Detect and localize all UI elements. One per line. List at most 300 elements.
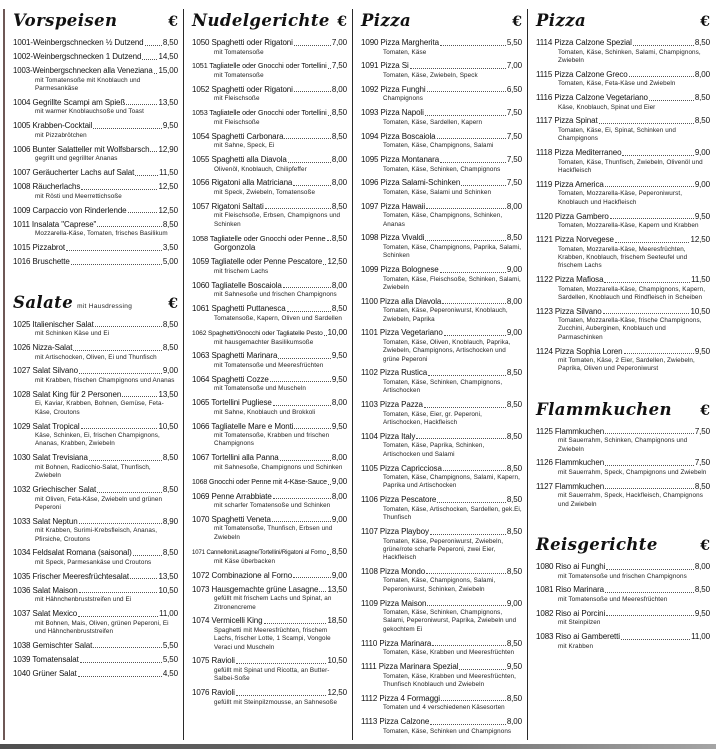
dot-leader — [273, 498, 331, 499]
section-title: Pizza — [536, 11, 587, 30]
item-price: 5,50 — [162, 640, 178, 650]
dot-leader — [280, 460, 331, 461]
item-row — [13, 121, 178, 131]
item-price: 8,50 — [331, 304, 347, 314]
item-price: 9,50 — [331, 351, 347, 361]
menu-item — [13, 52, 178, 62]
item-label: 1016 Bruschette — [13, 257, 70, 267]
menu-item — [361, 432, 522, 459]
dot-leader — [293, 185, 331, 186]
item-price: 8,00 — [331, 84, 347, 94]
menu-item — [192, 422, 347, 449]
dot-leader — [294, 91, 331, 92]
item-row — [13, 641, 178, 651]
item-description: Tomaten, Käse, Champignons, Salami, Peperoniwurst, Schinken, Zwiebeln — [383, 577, 496, 593]
item-label: 1005 Krabben-Cocktail — [13, 121, 93, 131]
dot-leader — [425, 115, 506, 116]
item-description: Tomaten, Käse, Champignons, Paprika, Salami, Schinken — [383, 244, 522, 260]
item-price: 13,50 — [158, 97, 178, 107]
menu-item — [192, 492, 347, 511]
item-label: 1114 Pizza Calzone Spezial — [536, 38, 632, 47]
item-price: 12,50 — [158, 182, 178, 192]
item-description: gefüllt mit frischem Lachs und Spinat, an Zitronencreme — [214, 595, 332, 611]
item-label: 1061 Spaghetti Puttanesca — [192, 304, 286, 314]
item-label: 1102 Pizza Rustica — [361, 368, 428, 378]
item-label: 1121 Pizza Norvegese — [536, 234, 614, 244]
menu-item — [192, 515, 347, 542]
item-description: Tomaten, Käse, Schinken, Champignons, Salami, Peperoniwurst, Paprika, Zwiebeln und gekochtem Ei — [383, 609, 517, 633]
menu-item — [536, 212, 710, 231]
item-label: 1039 Tomatensalat — [13, 654, 79, 664]
item-row — [192, 132, 347, 142]
menu-item — [536, 70, 710, 89]
item-label: 1066 Tagliatelle Mare e Monti — [192, 421, 294, 431]
menu-item — [192, 688, 347, 707]
dot-leader — [80, 662, 162, 663]
item-label: 1011 Insalata "Caprese" — [13, 219, 97, 229]
item-label: 1004 Gegrillte Scampi am Spieß — [13, 97, 126, 107]
item-label: 1025 Italienischer Salat — [13, 319, 94, 329]
menu-item — [361, 662, 522, 689]
item-price: 8,50 — [694, 116, 710, 126]
item-label: 1093 Pizza Napoli — [361, 108, 424, 118]
menu-item — [536, 609, 710, 628]
currency-symbol: € — [700, 538, 710, 555]
item-label: 1100 Pizza alla Diavola — [361, 296, 442, 306]
item-description: mit Tomatensoße mit Knoblauch und Parmesankäse — [35, 76, 141, 93]
menu-item — [361, 464, 522, 491]
dot-leader — [633, 45, 694, 46]
item-price: 9,50 — [331, 374, 347, 384]
dot-leader — [622, 155, 693, 156]
menu-item — [361, 265, 522, 292]
dot-leader — [430, 724, 506, 725]
item-label: 1027 Salat Silvano — [13, 366, 78, 376]
item-price: 8,90 — [162, 516, 178, 526]
menu-item — [192, 202, 347, 229]
item-row — [361, 297, 522, 307]
item-label: 1052 Spaghetti oder Rigatoni — [192, 84, 293, 94]
dot-leader — [150, 151, 157, 152]
dot-leader — [327, 240, 331, 241]
dot-leader — [135, 175, 158, 176]
item-label: 1118 Pizza Mediterraneo — [536, 148, 622, 158]
menu-item — [13, 572, 178, 582]
item-row — [13, 320, 178, 330]
menu-item — [361, 61, 522, 80]
item-row — [536, 458, 710, 468]
item-description: Tomaten, Käse, Schinken und Champignons — [383, 727, 512, 735]
item-description: Tomaten, Mozzarella-Käse, Meeresfrüchten, Krabben, Knoblauch, frischem Seeteufel und frischem Lachs — [558, 245, 688, 270]
item-label: 1112 Pizza 4 Formaggi — [361, 693, 440, 703]
item-row — [361, 368, 522, 378]
dot-leader — [624, 353, 694, 354]
dot-leader — [81, 189, 157, 190]
item-row — [192, 38, 347, 48]
item-label: 1064 Spaghetti Cozze — [192, 374, 269, 384]
item-description: mit Hähnchenbruststreifen und Ei — [35, 596, 132, 604]
dot-leader — [264, 623, 327, 624]
item-label: 1097 Pizza Hawaii — [361, 201, 426, 211]
menu-item — [13, 343, 178, 362]
dot-leader — [605, 186, 694, 187]
dot-leader — [278, 358, 331, 359]
item-label: 1117 Pizza Spinat — [536, 116, 598, 126]
item-description: mit Tomaten, Käse, 2 Eier, Sardellen, Zwiebeln, Paprika, Oliven und Peperoniwurst — [558, 357, 695, 373]
dot-leader — [416, 438, 506, 439]
item-price: 8,50 — [162, 219, 178, 229]
item-row — [13, 609, 178, 619]
menu-item — [13, 38, 178, 48]
dot-leader — [424, 407, 506, 408]
dot-leader — [236, 695, 327, 696]
section-title: Vorspeisen — [13, 11, 118, 30]
item-label: 1108 Pizza Mondo — [361, 566, 426, 576]
currency-symbol: € — [337, 14, 347, 30]
item-row — [192, 304, 347, 314]
item-price: 9,00 — [506, 265, 522, 275]
item-price: 8,50 — [331, 201, 347, 211]
menu-item — [13, 422, 178, 449]
dot-leader — [605, 592, 694, 593]
menu-page — [3, 9, 716, 740]
menu-item — [361, 178, 522, 197]
dot-leader — [599, 123, 694, 124]
item-label: 1053 Tagliatelle oder Gnocchi oder Tortellini — [192, 108, 327, 118]
dot-leader — [93, 647, 162, 648]
item-label: 1032 Griechischer Salat — [13, 484, 97, 494]
dot-leader — [126, 104, 157, 105]
dot-leader — [649, 100, 694, 101]
section-subtitle: mit Hausdressing — [77, 302, 133, 310]
item-label: 1029 Salat Tropical — [13, 421, 80, 431]
item-row — [192, 108, 347, 118]
menu-item — [192, 656, 347, 683]
dot-leader — [425, 240, 505, 241]
menu-item — [361, 567, 522, 594]
menu-item — [361, 400, 522, 427]
item-row — [192, 257, 347, 267]
item-label: 1051 Tagliatelle oder Gnocchi oder Tortellini — [192, 61, 327, 71]
item-price: 8,00 — [331, 398, 347, 408]
item-price: 8,00 — [331, 453, 347, 463]
item-label: 1110 Pizza Marinara — [361, 638, 432, 648]
item-row — [192, 61, 347, 71]
item-row — [536, 307, 710, 317]
item-price: 7,50 — [694, 458, 710, 468]
dot-leader — [327, 554, 331, 555]
item-row — [361, 527, 522, 537]
item-row — [361, 717, 522, 727]
menu-section — [192, 11, 347, 707]
item-description: Käse, Knoblauch, Spinat und Eier — [558, 103, 656, 111]
item-row — [361, 202, 522, 212]
item-price: 8,50 — [506, 463, 522, 473]
item-label: 1092 Pizza Funghi — [361, 84, 426, 94]
item-row — [361, 464, 522, 474]
item-price: 8,00 — [506, 717, 522, 727]
dot-leader — [459, 669, 505, 670]
item-description: Tomaten, Käse, Schinken, Salami, Champignons, Zwiebeln — [558, 48, 701, 64]
item-row — [361, 38, 522, 48]
dot-leader — [78, 676, 162, 677]
menu-item — [361, 328, 522, 363]
item-description: Tomaten, Käse, Artischocken, Sardellen, gek.Ei, Thunfisch — [383, 505, 522, 522]
item-description: mit Artischocken, Oliven, Ei und Thunfisch — [35, 353, 157, 361]
item-description: mit Tomatensoße, Krabben und frischen Champignons — [214, 432, 330, 448]
item-label: 1057 Rigatoni Saltati — [192, 201, 264, 211]
item-price: 12,90 — [158, 144, 178, 154]
menu-item — [192, 328, 347, 347]
item-row — [13, 145, 178, 155]
item-label: 1008 Räucherlachs — [13, 182, 81, 192]
item-description: mit Tomatensoße und Meeresfrüchten — [214, 361, 324, 369]
item-label: 1037 Salat Mexico — [13, 609, 78, 619]
menu-item — [536, 235, 710, 270]
dot-leader — [328, 115, 331, 116]
item-price: 8,50 — [162, 343, 178, 353]
item-price: 8,50 — [694, 481, 710, 491]
item-label: 1090 Pizza Margherita — [361, 38, 439, 47]
item-label: 1034 Feldsalat Romana (saisonal) — [13, 548, 132, 558]
item-label: 1006 Bunter Salatteller mit Wolfsbarsch — [13, 144, 150, 154]
item-description: mit Oliven, Feta-Käse, Zwiebeln und grünen Peperoni — [35, 495, 163, 511]
item-description: Tomaten, Käse, Fleischsoße, Schinken, Salami, Zwiebeln — [383, 275, 521, 291]
item-description: Tomaten, Mozzarella-Käse, Kapern und Krabben — [558, 222, 699, 230]
item-description: mit Krabben, Surimi-Krebsfleisch, Ananas, Pfirsiche, Croutons — [35, 527, 158, 543]
dot-leader — [130, 578, 158, 579]
item-description: mit Tomatensoße — [214, 48, 264, 56]
item-row — [13, 548, 178, 558]
item-label: 1075 Ravioli — [192, 656, 235, 666]
item-label: 1081 Riso Marinara — [536, 585, 605, 595]
item-label: 1070 Spaghetti Veneta — [192, 514, 271, 524]
dot-leader — [133, 555, 162, 556]
item-description: mit Sahnesoße und frischen Champignons — [214, 291, 337, 299]
item-price: 7,50 — [506, 131, 522, 141]
menu-item — [536, 482, 710, 509]
item-price: 9,00 — [331, 476, 347, 486]
menu-item — [13, 655, 178, 665]
item-label: 1103 Pizza Pazza — [361, 400, 423, 410]
menu-item — [361, 132, 522, 151]
dot-leader — [128, 212, 158, 213]
item-label: 1007 Geräucherter Lachs auf Salat — [13, 168, 135, 178]
item-row — [536, 427, 710, 437]
item-description: Tomaten, Käse, Ei, Spinat, Schinken und Champignons — [558, 127, 677, 143]
menu-item — [361, 495, 522, 522]
menu-item — [192, 85, 347, 104]
item-description: mit warmer Knoblauchsoße und Toast — [35, 108, 144, 116]
item-row — [536, 93, 710, 103]
item-description: mit Sahne, Knoblauch und Brokkoli — [214, 408, 316, 416]
item-description: Champignons — [383, 95, 423, 103]
item-row — [361, 662, 522, 672]
item-description: mit Sauerrahm, Speck, Champignons und Zwiebeln — [558, 469, 707, 477]
item-row — [13, 243, 178, 253]
item-price: 13,50 — [158, 389, 178, 399]
menu-section — [536, 535, 710, 651]
dot-leader — [437, 138, 506, 139]
menu-section — [13, 293, 178, 679]
item-label: 1113 Pizza Calzone — [361, 717, 430, 727]
item-row — [13, 66, 178, 76]
item-row — [536, 38, 710, 48]
item-description: Tomaten, Käse, Peperoniwurst, Zwiebeln, grüne/rote scharfe Peperoni, zwei Eier, Hackfleisch — [383, 537, 504, 562]
item-description: Tomaten, Käse, Oliven, Knoblauch, Paprika, Zwiebeln, Champignons, Artischocken und grüne Peperoni — [383, 339, 511, 363]
menu-item — [361, 694, 522, 713]
item-description: mit Tomatensoße, Thunfisch, Erbsen und Zwiebeln — [214, 525, 333, 541]
dot-leader — [287, 311, 331, 312]
menu-item — [13, 586, 178, 605]
menu-item — [192, 178, 347, 197]
menu-item — [13, 182, 178, 201]
item-price: 8,00 — [331, 491, 347, 501]
dot-leader — [427, 605, 506, 606]
menu-item — [13, 320, 178, 339]
item-row — [13, 257, 178, 267]
item-row — [536, 275, 710, 285]
menu-item — [536, 562, 710, 581]
dot-leader — [265, 208, 331, 209]
item-label: 1067 Tortellini alla Panna — [192, 453, 279, 463]
item-row — [13, 390, 178, 400]
currency-symbol: € — [700, 14, 710, 30]
item-price: 9,00 — [506, 598, 522, 608]
item-label: 1099 Pizza Bolognese — [361, 265, 439, 275]
item-row — [361, 639, 522, 649]
item-description: mit Bohnen, Mais, Oliven, grünen Peperoni, Ei und Hähnchenbruststreifen — [35, 619, 169, 636]
item-row — [13, 343, 178, 353]
dot-leader — [432, 645, 506, 646]
item-label: 1056 Rigatoni alla Matriciana — [192, 178, 293, 188]
item-row — [536, 482, 710, 492]
item-label: 1055 Spaghetti alla Diavola — [192, 155, 287, 165]
dot-leader — [71, 264, 162, 265]
item-label: 1001-Weinbergschnecken ½ Dutzend — [13, 38, 144, 47]
item-label: 1054 Spaghetti Carbonara — [192, 131, 284, 141]
item-price: 10,50 — [158, 585, 178, 595]
menu-item — [192, 453, 347, 472]
item-price: 6,50 — [506, 84, 522, 94]
item-description: Tomaten, Käse, Krabben und Meeresfrüchten, Thunfisch Knoblauch und Zwiebeln — [383, 672, 517, 688]
dot-leader — [461, 185, 506, 186]
item-description: mit Speck, Zwiebeln, Tomatensoße — [214, 189, 316, 197]
item-price: 8,00 — [694, 562, 710, 572]
item-label: 1035 Frischer Meeresfrüchtesalat — [13, 571, 129, 581]
item-label: 1125 Flammkuchen — [536, 426, 605, 436]
item-label: 1040 Grüner Salat — [13, 669, 77, 679]
item-label: 1127 Flammkuchen — [536, 481, 605, 491]
item-description: Ei, Kaviar, Krabben, Bohnen, Gemüse, Feta-Käse, Croutons — [35, 400, 164, 416]
menu-column — [183, 9, 352, 740]
dot-leader — [79, 523, 162, 524]
item-description: mit Steinpilzen — [558, 619, 601, 627]
dot-leader — [426, 573, 506, 574]
dot-leader — [95, 326, 162, 327]
dot-leader — [145, 45, 162, 46]
item-row — [13, 655, 178, 665]
menu-item — [361, 297, 522, 324]
dot-leader — [73, 350, 162, 351]
item-price: 5,50 — [162, 654, 178, 664]
item-row — [361, 108, 522, 118]
item-description: Mozzarella-Käse, Tomaten, frisches Basilikum — [35, 230, 168, 238]
item-price: 14,50 — [158, 52, 178, 62]
item-description: Tomaten, Käse, Champignons, Salami — [383, 142, 494, 150]
item-row — [13, 206, 178, 216]
item-row — [536, 116, 710, 126]
item-label: 1124 Pizza Sophia Loren — [536, 346, 623, 356]
item-description: mit Tomatensoße und Meeresfrüchten — [558, 596, 668, 604]
item-row — [13, 182, 178, 192]
item-row — [192, 202, 347, 212]
item-price: 12,50 — [158, 205, 178, 215]
item-row — [361, 178, 522, 188]
item-row — [536, 609, 710, 619]
item-description: Spaghetti mit Meeresfrüchten, frischem Lachs, frischer Lotte, 1 Scampi, Vongole Veraci und Muscheln — [214, 626, 331, 651]
item-label: 1026 Nizza-Salat — [13, 343, 73, 353]
item-label: 1119 Pizza America — [536, 179, 604, 189]
item-label: 1071 Cannelloni/Lasagne/Tortellini/Rigatoni al Forno — [192, 549, 326, 556]
item-row — [536, 347, 710, 357]
item-price: 11,00 — [691, 632, 710, 642]
item-description: mit Fleischsoße, Erbsen, Champignons und Schinken — [214, 212, 341, 228]
item-description: Tomaten, Käse, Zwiebeln, Speck — [383, 71, 478, 79]
item-row — [13, 422, 178, 432]
item-price: 9,50 — [694, 211, 710, 221]
item-row — [361, 61, 522, 71]
dot-leader — [294, 45, 331, 46]
menu-section — [361, 11, 522, 736]
item-row — [361, 599, 522, 609]
dot-leader — [97, 492, 162, 493]
item-price: 8,00 — [506, 296, 522, 306]
item-description: mit Krabben, frischen Champignons und Ananas — [35, 377, 175, 385]
dot-leader — [443, 470, 506, 471]
item-price: 8,50 — [506, 400, 522, 410]
currency-symbol: € — [512, 14, 522, 30]
item-description: mit hausgemachter Basilikumsoße — [214, 338, 314, 346]
item-description: Tomaten, Käse, Feta-Käse und Zwiebeln — [558, 80, 676, 88]
item-price: 8,50 — [506, 526, 522, 536]
item-row — [536, 235, 710, 245]
item-price: 3,50 — [162, 243, 178, 253]
dot-leader — [328, 484, 331, 485]
item-row — [192, 656, 347, 666]
item-description: Tomaten, Mozzarella-Käse, frische Champignons, Zucchini, Auberginen, Knoblauch und Parmaschinken — [558, 317, 702, 341]
section-header — [361, 11, 522, 30]
item-row — [192, 422, 347, 432]
item-description: mit Tomatensoße und Muscheln — [214, 385, 306, 393]
item-description: mit Rösti und Meerrettichsoße — [35, 192, 122, 200]
item-price: 9,00 — [506, 328, 522, 338]
item-label: 1091 Pizza Si — [361, 61, 409, 71]
section-header — [536, 400, 710, 419]
menu-section — [13, 11, 178, 267]
section-header — [13, 11, 178, 30]
item-label: 1080 Riso ai Funghi — [536, 562, 606, 572]
item-label: 1033 Salat Neptun — [13, 516, 78, 526]
item-price: 8,50 — [506, 638, 522, 648]
item-price: 10,50 — [690, 306, 710, 316]
menu-item — [536, 116, 710, 143]
menu-item — [536, 180, 710, 207]
menu-column — [527, 9, 715, 740]
item-row — [192, 585, 347, 595]
item-price: 8,00 — [506, 201, 522, 211]
item-price: 7,00 — [506, 61, 522, 71]
